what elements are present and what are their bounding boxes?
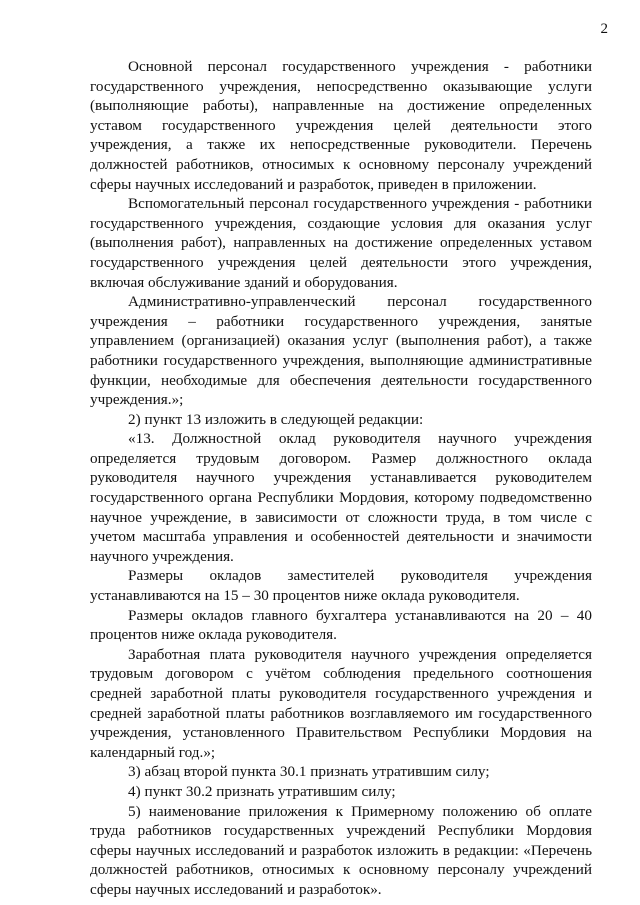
page-number: 2 [600,21,608,37]
paragraph-item-4: 4) пункт 30.2 признать утратившим силу; [128,782,396,800]
paragraph-item-2: 2) пункт 13 изложить в следующей редакции: [128,410,424,428]
document-body [90,57,592,900]
paragraph-clause-13: «13. Должностной оклад руководителя научного учреждения определяется трудовым договором. Размер должностного оклада руководителя научного учреждения устанавливается руководителем государственного органа Республики Мордовия, которому подведомственно научное учреждение, в зависимости от сложности труда, в том числе с учетом масштаба управления и особенностей деятельности и значимости научного учреждения. [90,430,592,565]
paragraph-head-wage: Заработная плата руководителя научного учреждения определяется трудовым договором с учётом соблюдения предельного соотношения средней заработной платы руководителя государственного учреждения и средней заработной платы работников возглавляемого им государственного учреждения, установленного Правительством Республики Мордовия на календарный год.»; [90,645,592,761]
paragraph-main-staff: Основной персонал государственного учреждения - работники государственного учреждения, непосредственно оказывающие услуги (выполняющие работы), направленные на достижение определенных уставом государственного учреждения целей деятельности этого учреждения, а также их непосредственные руководители. Перечень должностей работников, относимых к основному персоналу учреждений сферы научных исследований и разработок, приведен в приложении. [90,58,592,193]
paragraph-item-5: 5) наименование приложения к Примерному положению об оплате труда работников государственных учреждений Республики Мордовия сферы научных исследований и разработок изложить в редакции: «Перечень должностей работников, относимых к основному персоналу учреждений сферы научных исследований и разработок». [90,802,592,898]
paragraph-item-3: 3) абзац второй пункта 30.1 признать утратившим силу; [128,763,490,781]
paragraph-deputy-salary: Размеры окладов заместителей руководителя учреждения устанавливаются на 15 – 30 процентов ниже оклада руководителя. [90,567,592,605]
paragraph-admin-staff: Административно-управленческий персонал государственного учреждения – работники государственного учреждения, занятые управлением (организацией) оказания услуг (выполнения работ), а также работники государственного учреждения, выполняющие административные функции, необходимые для обеспечения деятельности государственного учреждения.»; [90,293,592,409]
paragraph-accountant-salary: Размеры окладов главного бухгалтера устанавливаются на 20 – 40 процентов ниже оклада руководителя. [90,606,592,644]
paragraph-support-staff: Вспомогательный персонал государственного учреждения - работники государственного учреждения, создающие условия для оказания услуг (выполнения работ), направленных на достижение определенных уставом государственного учреждения целей деятельности этого учреждения, включая обслуживание зданий и оборудования. [90,195,592,291]
